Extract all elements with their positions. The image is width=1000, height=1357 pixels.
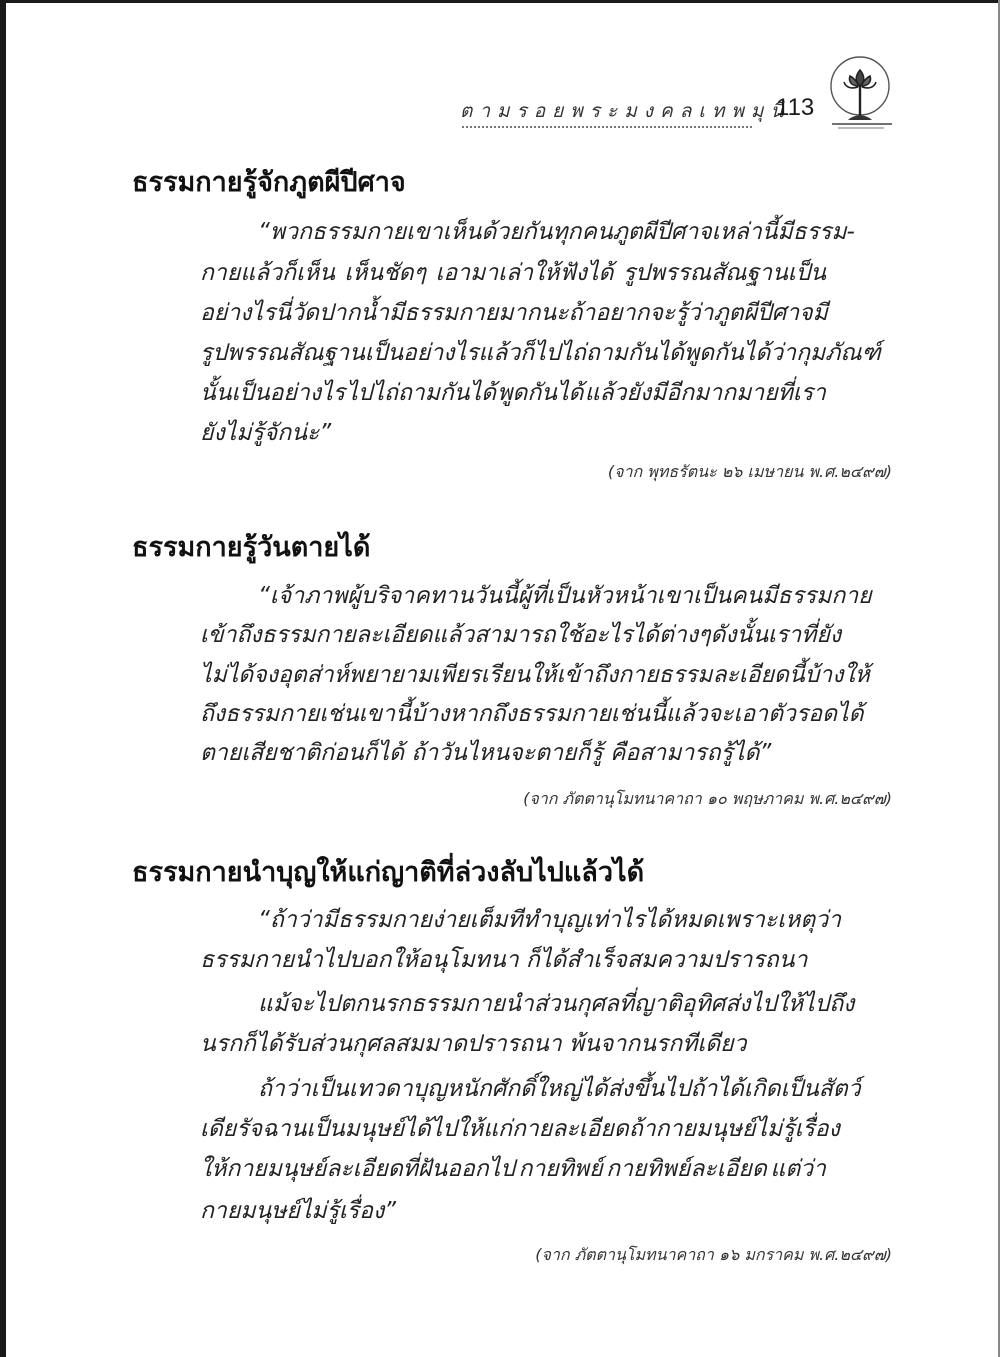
quote-word: แต่ว่า <box>770 1156 826 1182</box>
quote-line: ธรรมกายนำไปบอกให้อนุโมทนา ก็ได้สำเร็จสมความปรารถนา <box>200 947 808 973</box>
quote-word: กายทิพย์ละเอียด <box>606 1156 767 1182</box>
quote-line <box>200 617 842 653</box>
quote-word: รูปพรรณสัณฐานเป็น <box>622 260 826 286</box>
quote-word: ถ้าว่าเป็นเทวดาบุญหนักศักดิ์ใหญ่ได้ส่งขึ้นไป <box>258 1076 691 1102</box>
quote-word: ดังนั้นเราที่ยัง <box>710 622 842 648</box>
quote-line <box>258 578 872 614</box>
quote-word: เอามาเล่าให้ฟังได้ <box>435 260 614 286</box>
quote-word: “พวกธรรมกายเขาเห็นด้วยกันทุกคน <box>258 219 613 245</box>
page-number: 113 <box>776 94 815 121</box>
quote-word: ไปให้แก่กายละเอียด <box>430 1116 629 1142</box>
source-citation: (จาก พุทธรัตนะ ๒๖ เมษายน พ.ศ.๒๔๙๗) <box>607 462 892 481</box>
quote-line <box>258 902 842 938</box>
source-citation: (จาก ภัตตานุโมทนาคาถา ๑๐ พฤษภาคม พ.ศ.๒๔๙๗) <box>523 789 892 808</box>
quote-word: ไม่ได้ <box>200 662 254 688</box>
lotus-logo-icon <box>826 48 896 134</box>
quote-word: ก็ไปไถ่ถามกันได้ <box>520 340 684 366</box>
quote-line: ยังไม่รู้จักน่ะ” <box>200 420 332 446</box>
quote-word: “เจ้าภาพผู้บริจาคทานวันนี้ <box>258 583 518 609</box>
section-title-ghosts: ธรรมกายรู้จักภูตผีปีศาจ <box>132 167 406 198</box>
quote-line <box>200 375 826 411</box>
quote-word: ผู้ที่เป็นหัวหน้าเขาเป็นคนมีธรรมกาย <box>517 583 872 609</box>
quote-word: กายทิพย์ <box>518 1156 603 1182</box>
quote-word: แม้จะไปตกนรก <box>258 991 411 1017</box>
quote-line: นรกก็ได้รับส่วนกุศลสมมาดปรารถนา พ้นจากนรกทีเดียว <box>200 1031 747 1057</box>
running-header-title: ตามรอยพระมงคลเทพมุนี <box>460 100 791 122</box>
quote-line <box>200 1151 826 1187</box>
quote-line <box>258 1071 861 1107</box>
quote-word: นั้นเป็นอย่างไร <box>200 380 345 406</box>
quote-word: พูดกันได้ว่ากุมภัณฑ์ <box>684 340 881 366</box>
quote-line <box>200 335 881 371</box>
quote-word: ภูตผีปีศาจเหล่านี้ <box>612 219 778 245</box>
quote-word: ถ้ากายมนุษย์ไม่รู้เรื่อง <box>628 1116 840 1142</box>
section-title-death-day: ธรรมกายรู้วันตายได้ <box>132 532 371 563</box>
quote-line <box>200 1111 840 1147</box>
source-citation: (จาก ภัตตานุโมทนาคาถา ๑๖ มกราคม พ.ศ.๒๔๙๗) <box>535 1245 892 1264</box>
quote-word: ให้ <box>843 662 870 688</box>
quote-word: ธรรมกายนำส่วนกุศลที่ญาติอุทิศส่งไปให้ <box>410 991 804 1017</box>
quote-word: ไปไถ่ถามกันได้ <box>346 380 497 406</box>
quote-word: รูปพรรณสัณฐานเป็นอย่างไรแล้ว <box>200 340 521 366</box>
quote-word: สามารถใช้อะไรได้ต่างๆ <box>474 622 711 648</box>
quote-line <box>200 696 864 732</box>
quote-line <box>200 255 826 291</box>
quote-word: หากถึงธรรมกายเช่นนี้แล้วจะเอาตัวรอดได้ <box>449 701 864 727</box>
quote-word: ไปถึง <box>803 991 855 1017</box>
quote-word: พูดกันได้ <box>497 380 584 406</box>
page-border-left <box>0 0 6 1357</box>
quote-word: เดียรัจฉาน <box>200 1116 307 1142</box>
quote-line: กายมนุษย์ไม่รู้เรื่อง” <box>200 1198 397 1224</box>
page-border-top <box>0 0 1000 3</box>
quote-line: ตายเสียชาติก่อนก็ได้ ถ้าวันไหนจะตายก็รู้ คือสามารถรู้ได้” <box>200 740 772 766</box>
header-dotted-rule <box>462 126 752 128</box>
quote-word: เห็นชัดๆ <box>344 260 426 286</box>
quote-word: ถ้าอยากจะรู้ว่าภูตผีปีศาจมี <box>568 300 828 326</box>
quote-word: กายแล้วก็เห็น <box>200 260 335 286</box>
quote-word: ให้กายมนุษย์ละเอียดที่ฝันออกไป <box>200 1156 515 1182</box>
quote-word: “ถ้าว่ามีธรรมกายง่ายเต็มที <box>258 907 523 933</box>
quote-line <box>258 986 855 1022</box>
quote-word: เข้าถึงธรรมกายละเอียดแล้ว <box>200 622 475 648</box>
quote-line <box>258 214 855 250</box>
section-title-merit-transfer: ธรรมกายนำบุญให้แก่ญาติที่ล่วงลับไปแล้วได้ <box>132 857 645 888</box>
quote-word: จงอุตส่าห์พยายามเพียรเรียนให้เข้าถึงกายธรรมละเอียดนี้บ้าง <box>253 662 844 688</box>
quote-word: แล้วยังมีอีกมากมายที่เรา <box>584 380 826 406</box>
quote-line <box>200 295 826 331</box>
quote-word: ถึงธรรมกายเช่นเขานี้บ้าง <box>200 701 450 727</box>
quote-word: ถ้าได้เกิดเป็นสัตว์ <box>690 1076 861 1102</box>
quote-word: นี่วัดปากน้ำมีธรรมกายมากนะ <box>275 300 569 326</box>
quote-word: เป็นมนุษย์ได้ <box>306 1116 431 1142</box>
quote-word: ทำบุญเท่าไรได้หมด <box>522 907 717 933</box>
quote-word: อย่างไร <box>200 300 276 326</box>
quote-line <box>200 657 870 693</box>
quote-word: เพราะเหตุว่า <box>716 907 842 933</box>
quote-word: มีธรรม- <box>777 219 855 245</box>
